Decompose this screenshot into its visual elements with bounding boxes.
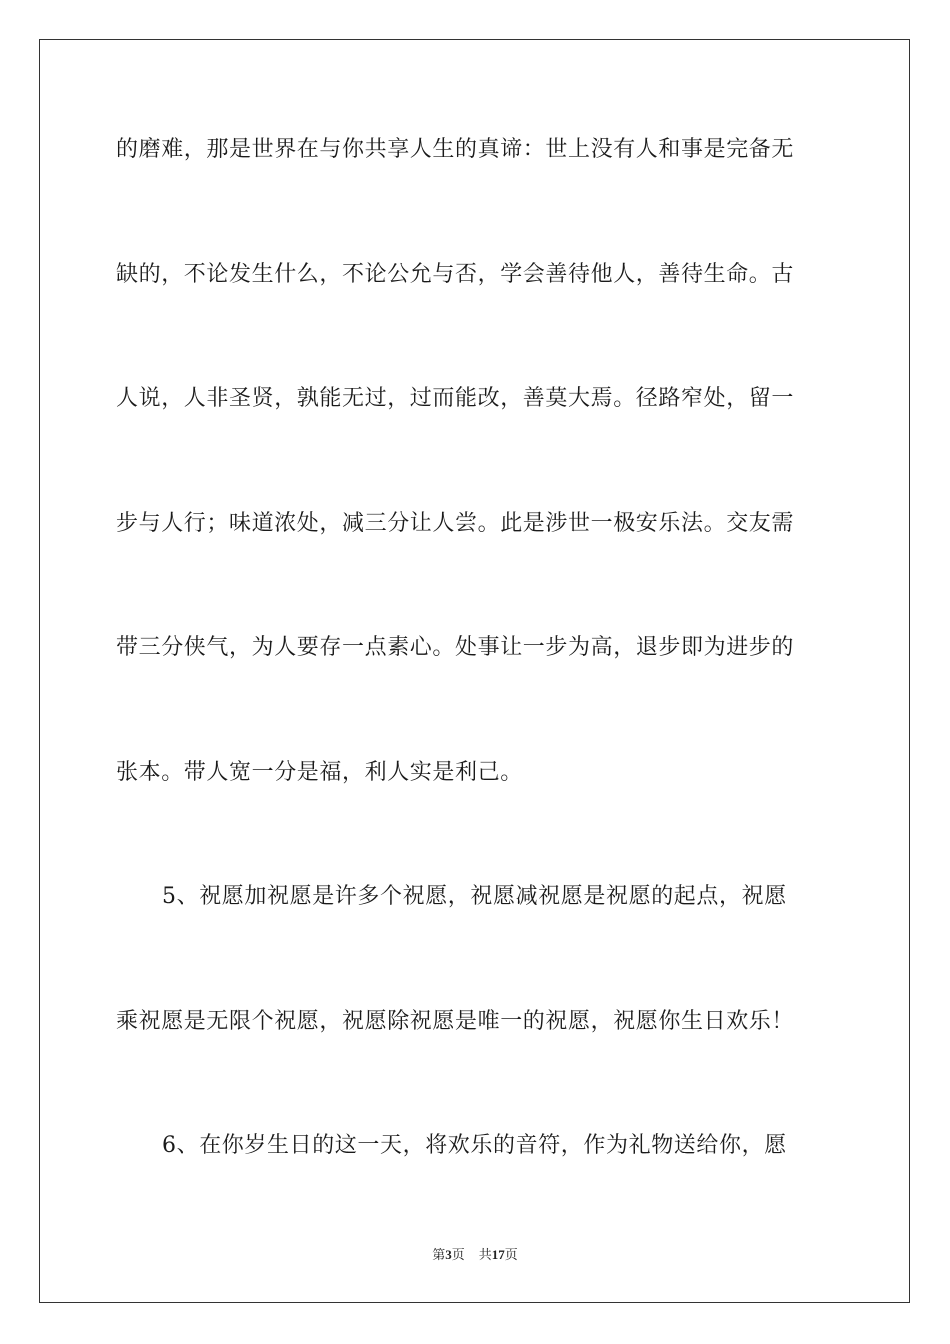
page-footer bbox=[0, 1246, 950, 1264]
total-suffix: 页 bbox=[504, 1247, 518, 1262]
total-prefix: 共 bbox=[478, 1247, 492, 1262]
page-suffix: 页 bbox=[451, 1247, 465, 1262]
body-text-line: 缺的，不论发生什么，不论公允与否，学会善待他人，善待生命。古 bbox=[116, 262, 795, 287]
total-pages: 17 bbox=[491, 1247, 505, 1262]
body-text-line: 人说，人非圣贤，孰能无过，过而能改，善莫大焉。径路窄处，留一 bbox=[116, 386, 795, 411]
paragraph-6-first-line: 6、在你岁生日的这一天，将欢乐的音符，作为礼物送给你，愿 bbox=[162, 1133, 787, 1158]
body-text-line: 步与人行；味道浓处，减三分让人尝。此是涉世一极安乐法。交友需 bbox=[116, 511, 795, 536]
page-border bbox=[39, 39, 910, 1303]
paragraph-5-first-line: 5、祝愿加祝愿是许多个祝愿，祝愿减祝愿是祝愿的起点，祝愿 bbox=[162, 884, 787, 909]
body-text-line: 张本。带人宽一分是福，利人实是利己。 bbox=[116, 760, 523, 785]
body-text-line: 乘祝愿是无限个祝愿，祝愿除祝愿是唯一的祝愿，祝愿你生日欢乐！ bbox=[116, 1009, 795, 1034]
body-text-line: 带三分侠气，为人要存一点素心。处事让一步为高，退步即为进步的 bbox=[116, 635, 795, 660]
page-prefix: 第 bbox=[432, 1247, 446, 1262]
body-text-line: 的磨难，那是世界在与你共享人生的真谛：世上没有人和事是完备无 bbox=[116, 137, 795, 162]
page-number: 3 bbox=[445, 1247, 452, 1262]
